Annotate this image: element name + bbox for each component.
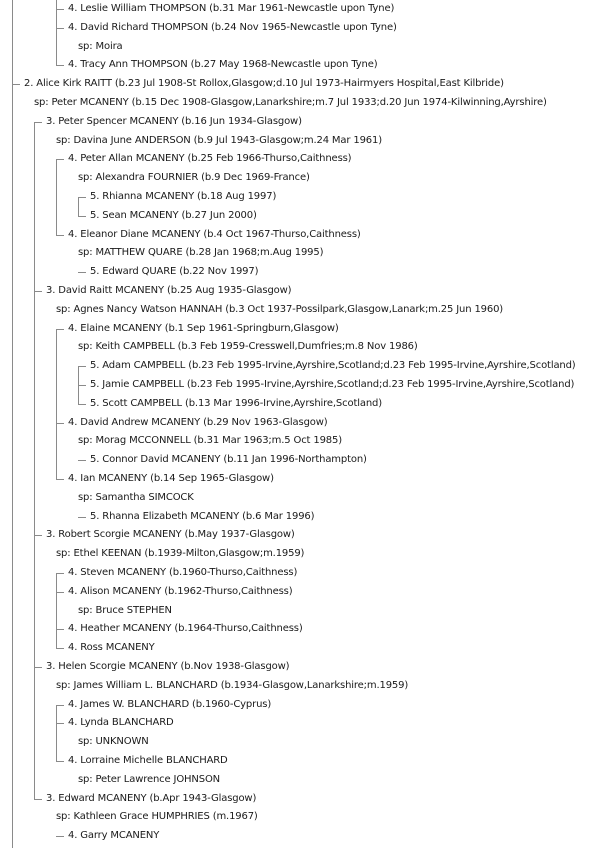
tree-branch [56,573,64,574]
tree-branch [56,761,64,762]
spouse-row [0,38,610,57]
person-row [0,113,610,132]
spouse-text: sp: Samantha SIMCOCK [78,491,194,503]
person-row [0,282,610,301]
person-row [0,752,610,771]
tree-branch [56,235,64,236]
person-text: 4. James W. BLANCHARD (b.1960-Cyprus) [68,698,272,710]
person-row [0,714,610,733]
spouse-row [0,677,610,696]
person-text: 4. Elaine MCANENY (b.1 Sep 1961-Springburn,Glasgow) [68,322,339,334]
spouse-text: sp: Moira [78,40,123,52]
person-text: 3. Robert Scorgie MCANENY (b.May 1937-Glasgow) [46,529,295,541]
spouse-row [0,489,610,508]
person-row [0,188,610,207]
person-row [0,19,610,38]
spouse-text: sp: Davina June ANDERSON (b.9 Jul 1943-Glasgow;m.24 Mar 1961) [56,134,382,146]
person-row [0,320,610,339]
spouse-row [0,169,610,188]
spouse-row [0,733,610,752]
person-row [0,564,610,583]
person-row [0,790,610,809]
tree-branch [56,65,64,66]
tree-branch [78,272,86,273]
person-row [0,658,610,677]
person-text: 5. Sean MCANENY (b.27 Jun 2000) [90,209,257,221]
person-row [0,226,610,245]
person-row [0,207,610,226]
person-text: 5. Adam CAMPBELL (b.23 Feb 1995-Irvine,Ayrshire,Scotland;d.23 Feb 1995-Irvine,Ayrshire,Scotland) [90,360,576,372]
tree-branch [56,723,64,724]
person-text: 4. Lorraine Michelle BLANCHARD [68,755,228,766]
tree-branch [78,385,86,386]
spouse-text: sp: Bruce STEPHEN [78,604,172,616]
spouse-row [0,132,610,151]
spouse-text: sp: Alexandra FOURNIER (b.9 Dec 1969-France) [78,172,310,184]
person-text: 4. Steven MCANENY (b.1960-Thurso,Caithness) [68,567,298,578]
person-text: 3. Helen Scorgie MCANENY (b.Nov 1938-Glasgow) [46,661,290,672]
spouse-text: sp: Keith CAMPBELL (b.3 Feb 1959-Cresswell,Dumfries;m.8 Nov 1986) [78,341,418,353]
person-row [0,583,610,602]
tree-branch [56,28,64,29]
person-row [0,56,610,75]
tree-branch [78,216,86,217]
spouse-row [0,301,610,320]
person-row [0,357,610,376]
tree-branch [56,705,64,706]
tree-branch [56,648,64,649]
tree-branch [34,667,42,668]
spouse-row [0,602,610,621]
spouse-text: sp: Morag MCCONNELL (b.31 Mar 1963;m.5 Oct 1985) [78,435,342,447]
tree-branch [78,366,86,367]
person-text: 5. Jamie CAMPBELL (b.23 Feb 1995-Irvine,Ayrshire,Scotland;d.23 Feb 1995-Irvine,Ayrshire,Scotland) [90,379,575,390]
spouse-text: sp: Peter Lawrence JOHNSON [78,773,221,785]
person-text: 4. Alison MCANENY (b.1962-Thurso,Caithness) [68,585,293,597]
person-text: 4. Leslie William THOMPSON (b.31 Mar 1961-Newcastle upon Tyne) [68,3,395,14]
person-text: 5. Scott CAMPBELL (b.13 Mar 1996-Irvine,Ayrshire,Scotland) [90,397,382,409]
tree-branch [56,592,64,593]
tree-branch [78,517,86,518]
spouse-row [0,808,610,827]
person-text: 5. Rhianna MCANENY (b.18 Aug 1997) [90,191,277,202]
tree-branch [56,479,64,480]
spouse-row [0,545,610,564]
spouse-text: sp: Ethel KEENAN (b.1939-Milton,Glasgow;m.1959) [56,548,305,560]
tree-branch [56,329,64,330]
tree-branch [12,84,20,85]
person-text: 4. David Andrew MCANENY (b.29 Nov 1963-Glasgow) [68,416,328,428]
person-text: 4. Heather MCANENY (b.1964-Thurso,Caithness) [68,623,303,635]
person-row [0,620,610,639]
person-text: 4. Peter Allan MCANENY (b.25 Feb 1966-Thurso,Caithness) [68,153,352,165]
person-row [0,376,610,395]
person-row [0,696,610,715]
person-row [0,395,610,414]
tree-branch [56,836,64,837]
person-row [0,414,610,433]
spouse-text: sp: Kathleen Grace HUMPHRIES (m.1967) [56,811,258,823]
tree-branch [34,535,42,536]
tree-branch [56,9,64,10]
tree-branch [78,404,86,405]
person-row [0,526,610,545]
person-text: 3. David Raitt MCANENY (b.25 Aug 1935-Glasgow) [46,285,292,296]
person-text: 4. Eleanor Diane MCANENY (b.4 Oct 1967-Thurso,Caithness) [68,228,361,240]
spouse-row [0,94,610,113]
spouse-text: sp: James William L. BLANCHARD (b.1934-Glasgow,Lanarkshire;m.1959) [56,679,409,691]
person-row [0,827,610,846]
tree-branch [56,423,64,424]
person-row [0,451,610,470]
tree-branch [56,629,64,630]
spouse-text: sp: Agnes Nancy Watson HANNAH (b.3 Oct 1937-Possilpark,Glasgow,Lanark;m.25 Jun 1960) [56,303,504,315]
person-text: 2. Alice Kirk RAITT (b.23 Jul 1908-St Rollox,Glasgow;d.10 Jul 1973-Hairmyers Hospital,East Kilbride) [24,78,504,90]
person-row [0,263,610,282]
person-text: 4. Tracy Ann THOMPSON (b.27 May 1968-Newcastle upon Tyne) [68,59,378,71]
person-text: 4. David Richard THOMPSON (b.24 Nov 1965-Newcastle upon Tyne) [68,21,397,33]
person-text: 4. Ian MCANENY (b.14 Sep 1965-Glasgow) [68,473,274,484]
spouse-row [0,244,610,263]
tree-branch [56,159,64,160]
spouse-row [0,338,610,357]
person-text: 5. Edward QUARE (b.22 Nov 1997) [90,266,259,278]
spouse-text: sp: MATTHEW QUARE (b.28 Jan 1968;m.Aug 1995) [78,247,324,259]
person-row [0,150,610,169]
spouse-text: sp: UNKNOWN [78,736,149,748]
tree-branch [78,460,86,461]
spouse-row [0,432,610,451]
spouse-text: sp: Peter MCANENY (b.15 Dec 1908-Glasgow,Lanarkshire;m.7 Jul 1933;d.20 Jun 1974-Kilwinning,Ayrshire) [34,97,547,108]
person-text: 3. Edward MCANENY (b.Apr 1943-Glasgow) [46,792,257,804]
tree-branch [34,799,42,800]
person-text: 4. Garry MCANENY [68,830,160,842]
person-text: 5. Rhanna Elizabeth MCANENY (b.6 Mar 1996) [90,510,315,522]
person-row [0,639,610,658]
person-text: 5. Connor David MCANENY (b.11 Jan 1996-Northampton) [90,454,367,466]
tree-branch [34,122,42,123]
tree-branch [34,291,42,292]
tree-branch [78,197,86,198]
person-row [0,75,610,94]
person-row [0,0,610,19]
person-text: 3. Peter Spencer MCANENY (b.16 Jun 1934-Glasgow) [46,115,302,127]
person-text: 4. Ross MCANENY [68,642,155,654]
person-row [0,470,610,489]
person-text: 4. Lynda BLANCHARD [68,717,174,729]
person-row [0,508,610,527]
spouse-row [0,771,610,790]
